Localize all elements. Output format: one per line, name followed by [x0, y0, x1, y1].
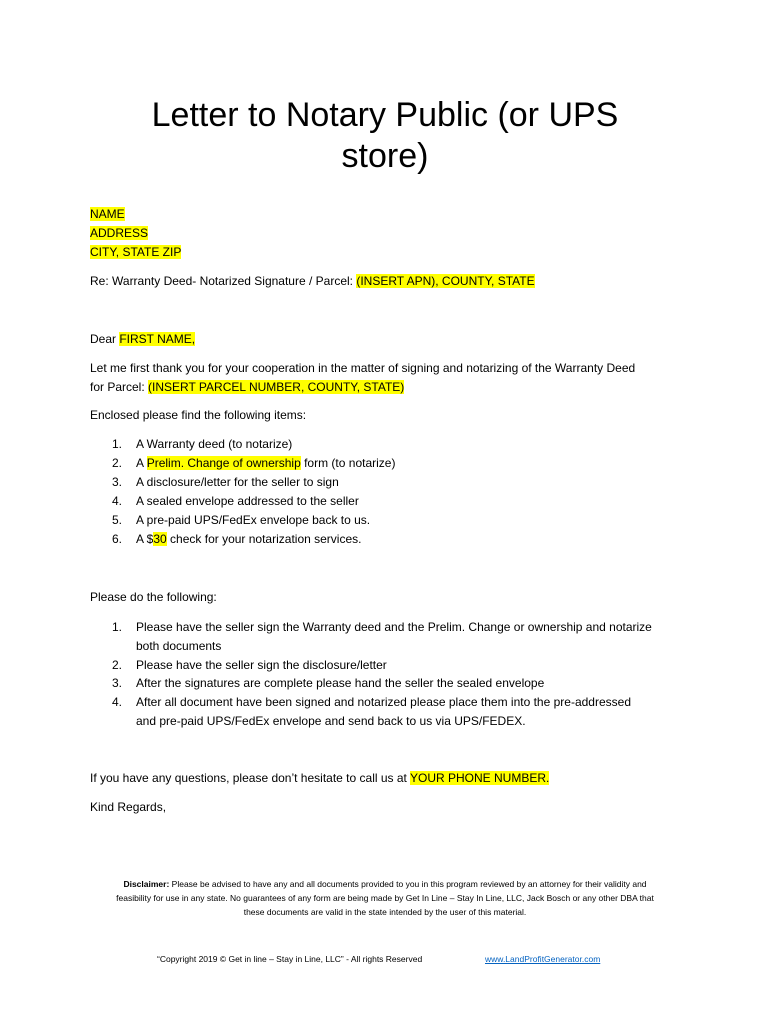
list-number: 2. [112, 657, 123, 672]
item-text-before: A $ [136, 532, 154, 546]
footer-website-link[interactable]: www.LandProfitGenerator.com [485, 954, 601, 964]
phone-number-placeholder: YOUR PHONE NUMBER. [410, 771, 550, 785]
list-item-text: A sealed envelope addressed to the seller [136, 494, 359, 508]
list-number: 6. [112, 532, 123, 546]
closing-question-prefix: If you have any questions, please don’t hesitate to call us at [90, 771, 410, 785]
item-text-line-2: both documents [136, 638, 222, 653]
list-item [90, 473, 395, 492]
reference-prefix: Re: Warranty Deed- Notarized Signature / Parcel: [90, 274, 357, 288]
list-number: 2. [112, 456, 123, 470]
intro-line-2-prefix: for Parcel: [90, 379, 149, 394]
recipient-address-block [90, 205, 181, 262]
disclaimer-line-1-text: Please be advised to have any and all documents provided to you in this program reviewed by an attorney for their validity and [171, 879, 647, 889]
intro-line-2 [90, 378, 635, 397]
salutation [90, 330, 195, 349]
item-text-highlight: Prelim. Change of ownership [146, 456, 301, 470]
list-item [90, 674, 652, 693]
list-number: 3. [112, 676, 123, 691]
salutation-prefix: Dear [90, 332, 120, 346]
list-item [90, 435, 395, 454]
instructions-list [90, 618, 652, 731]
list-item-text [136, 530, 361, 549]
footer-copyright: “Copyright 2019 © Get in line – Stay in Line, LLC” - All rights Reserved [157, 954, 423, 964]
recipient-address-line [90, 224, 181, 243]
enclosed-items-list [90, 435, 395, 549]
reference-placeholder: (INSERT APN), COUNTY, STATE [356, 274, 535, 288]
disclaimer [0, 877, 770, 919]
title-line-2: store) [341, 137, 429, 175]
item-text-line-1: After all document have been signed and notarized please place them into the pre-addressed [136, 695, 631, 710]
list-item [90, 454, 395, 473]
item-text-line-2: and pre-paid UPS/FedEx envelope and send back to us via UPS/FEDEX. [136, 713, 526, 728]
item-text-after: check for your notarization services. [166, 532, 362, 546]
item-text-highlight: 30 [153, 532, 167, 546]
list-item-text: A Warranty deed (to notarize) [136, 437, 293, 451]
list-item [90, 693, 652, 731]
letter-title [0, 95, 770, 177]
item-text-after: form (to notarize) [300, 456, 396, 470]
list-item-text [136, 693, 631, 731]
salutation-name-placeholder: FIRST NAME, [119, 332, 196, 346]
list-item-text: After the signatures are complete please hand the seller the sealed envelope [136, 676, 545, 691]
list-number: 5. [112, 513, 123, 527]
closing-question [90, 769, 549, 788]
recipient-city-state-zip: CITY, STATE ZIP [90, 245, 182, 259]
list-item [90, 618, 652, 656]
disclaimer-line-1 [0, 877, 770, 891]
disclaimer-line-3: these documents are valid in the state intended by the user of this material. [243, 907, 527, 917]
list-item-text: Please have the seller sign the disclosure/letter [136, 657, 387, 672]
reference-line [90, 272, 535, 291]
sign-off: Kind Regards, [90, 800, 167, 814]
intro-paragraph [90, 359, 635, 397]
list-item-text: A pre-paid UPS/FedEx envelope back to us. [136, 513, 371, 527]
list-number: 1. [112, 437, 123, 451]
recipient-name-line [90, 205, 181, 224]
list-number: 4. [112, 695, 123, 710]
parcel-placeholder: (INSERT PARCEL NUMBER, COUNTY, STATE) [148, 379, 405, 394]
instructions-heading: Please do the following: [90, 590, 217, 604]
intro-line-1: Let me first thank you for your cooperation in the matter of signing and notarizing of the Warranty Deed [90, 361, 636, 375]
list-item-text [136, 454, 395, 473]
list-number: 3. [112, 475, 123, 489]
item-text-before: A [136, 456, 147, 470]
recipient-address: ADDRESS [90, 226, 149, 240]
list-item [90, 656, 652, 675]
recipient-name: NAME [90, 207, 125, 221]
list-item [90, 492, 395, 511]
list-item [90, 530, 395, 549]
enclosed-heading: Enclosed please find the following items: [90, 408, 307, 422]
recipient-city-line [90, 243, 181, 262]
list-item-text: A disclosure/letter for the seller to sign [136, 475, 339, 489]
list-number: 1. [112, 620, 123, 634]
disclaimer-line-2: feasibility for use in any state. No guarantees of any form are being made by Get In Line – Stay In Line, LLC, Jack Bosch or any other DBA that [116, 893, 654, 903]
list-item [90, 511, 395, 530]
list-item-text [136, 618, 652, 656]
title-line-1: Letter to Notary Public (or UPS [151, 96, 619, 134]
list-number: 4. [112, 494, 123, 508]
disclaimer-label: Disclaimer: [123, 879, 170, 889]
item-text-line-1: Please have the seller sign the Warranty deed and the Prelim. Change or ownership and notarize [136, 620, 652, 634]
